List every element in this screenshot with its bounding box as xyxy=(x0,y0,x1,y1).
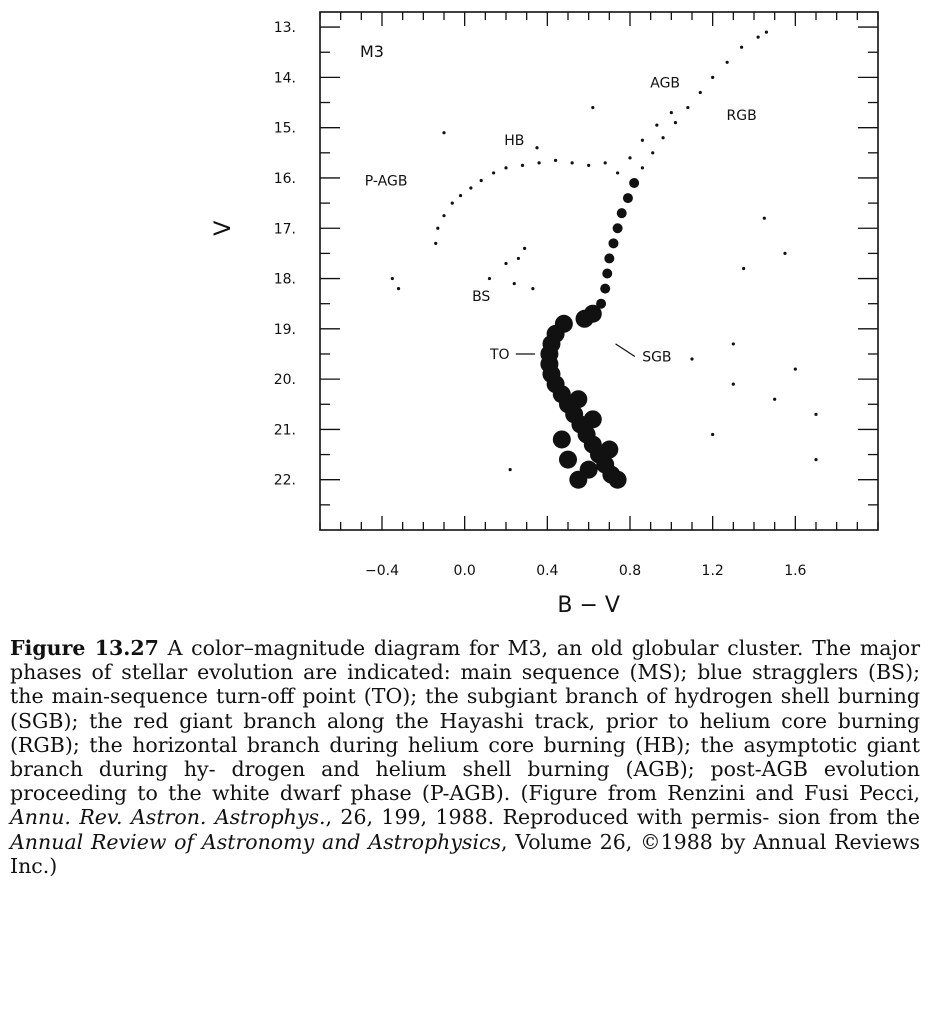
star-point xyxy=(608,238,618,248)
star-point xyxy=(623,193,633,203)
caption-copyright: ©1988 by Annual Reviews Inc.) xyxy=(10,829,920,878)
star-point xyxy=(609,471,627,489)
star-point xyxy=(763,217,766,220)
star-point xyxy=(513,282,516,285)
star-point xyxy=(814,458,817,461)
star-point xyxy=(794,367,797,370)
y-tick-label: 20. xyxy=(273,372,296,389)
caption-journal-name: Annual Review of Astronomy and Astrophysics xyxy=(10,829,501,854)
y-tick-label: 21. xyxy=(273,422,296,439)
phase-label-bs: BS xyxy=(472,289,491,306)
star-point xyxy=(617,208,627,218)
star-point xyxy=(661,136,664,139)
y-tick-label: 19. xyxy=(273,321,296,338)
star-point xyxy=(517,257,520,260)
star-point xyxy=(571,161,574,164)
y-tick-label: 16. xyxy=(273,170,296,187)
star-point xyxy=(553,430,571,448)
star-point xyxy=(690,357,693,360)
phase-label-sgb: SGB xyxy=(642,349,672,366)
star-point xyxy=(651,151,654,154)
y-tick-label: 18. xyxy=(273,271,296,288)
y-axis-title: V xyxy=(211,220,236,236)
star-point xyxy=(641,139,644,142)
star-point xyxy=(436,227,439,230)
y-tick-label: 22. xyxy=(273,472,296,489)
star-point xyxy=(488,277,491,280)
cluster-label: M3 xyxy=(360,42,384,61)
caption-line-3: blue stragglers (BS); the main-sequence turn-off point (TO); the subgiant xyxy=(10,660,920,709)
star-point xyxy=(757,36,760,39)
x-tick-label: 0.0 xyxy=(453,563,476,579)
star-point xyxy=(584,410,602,428)
caption-line-6: during helium core burning (HB); the asymptotic giant branch during hy- xyxy=(10,732,920,782)
star-point xyxy=(604,253,614,263)
star-point xyxy=(726,61,729,64)
star-point xyxy=(686,106,689,109)
star-point xyxy=(670,111,673,114)
star-point xyxy=(537,161,540,164)
star-point xyxy=(596,299,606,309)
caption-line-7: drogen and helium shell burning (AGB); post-AGB evolution proceeding xyxy=(10,757,920,806)
star-point xyxy=(442,214,445,217)
caption-line-2: The major phases of stellar evolution are indicated: main sequence (MS); xyxy=(10,636,920,685)
x-tick-label: 0.4 xyxy=(536,563,559,579)
phase-arrow-sgb xyxy=(616,344,635,357)
star-point xyxy=(391,277,394,280)
star-point xyxy=(459,194,462,197)
star-point xyxy=(523,247,526,250)
y-tick-label: 14. xyxy=(273,70,296,87)
star-point xyxy=(442,131,445,134)
caption-line-8: to the white dwarf phase (P-AGB). (Figure from Renzini and Fusi Pecci, xyxy=(137,781,920,806)
star-point xyxy=(765,31,768,34)
star-point xyxy=(504,166,507,169)
star-point xyxy=(397,287,400,290)
figure-caption xyxy=(10,636,920,878)
caption-citation: , 26, 199, 1988. Reproduced with permis- xyxy=(325,805,770,830)
star-point xyxy=(580,461,598,479)
axis-tick-labels xyxy=(274,20,807,579)
y-tick-label: 15. xyxy=(273,120,296,137)
caption-line-4: branch of hydrogen shell burning (SGB); the red giant branch along the xyxy=(10,684,920,733)
phase-label-rgb: RGB xyxy=(726,108,757,125)
star-point xyxy=(559,451,577,469)
star-point xyxy=(531,287,534,290)
star-point xyxy=(814,413,817,416)
y-tick-label: 13. xyxy=(273,20,296,37)
star-point xyxy=(434,242,437,245)
star-point xyxy=(613,223,623,233)
figure-label: Figure 13.27 xyxy=(10,636,159,660)
star-point xyxy=(451,202,454,205)
star-point xyxy=(629,178,639,188)
star-point xyxy=(554,159,557,162)
star-point xyxy=(740,46,743,49)
star-point xyxy=(535,146,538,149)
star-point xyxy=(674,121,677,124)
star-point xyxy=(628,156,631,159)
star-point xyxy=(509,468,512,471)
star-point xyxy=(521,164,524,167)
y-tick-label: 17. xyxy=(273,221,296,238)
caption-permission-pre: sion from the xyxy=(777,805,920,830)
x-tick-label: 1.6 xyxy=(784,563,807,579)
star-point xyxy=(600,284,610,294)
star-point xyxy=(469,186,472,189)
caption-permission-post: , Volume 26, xyxy=(501,829,633,854)
star-point xyxy=(711,76,714,79)
phase-label-hb: HB xyxy=(504,133,525,150)
star-point xyxy=(604,161,607,164)
x-tick-label: 0.8 xyxy=(618,563,642,579)
phase-label-p-agb: P-AGB xyxy=(364,173,408,190)
star-point xyxy=(742,267,745,270)
star-point xyxy=(616,171,619,174)
star-point xyxy=(732,342,735,345)
star-point xyxy=(504,262,507,265)
star-point xyxy=(783,252,786,255)
star-point xyxy=(655,124,658,127)
star-point xyxy=(600,441,618,459)
caption-line-1: A color–magnitude diagram for M3, an old globular cluster. xyxy=(158,636,804,660)
star-point xyxy=(699,91,702,94)
star-point xyxy=(711,433,714,436)
star-point xyxy=(480,179,483,182)
star-point xyxy=(492,171,495,174)
caption-line-5: Hayashi track, prior to helium core burning (RGB); the horizontal branch xyxy=(10,708,920,757)
star-point xyxy=(773,398,776,401)
star-point xyxy=(569,390,587,408)
x-tick-label: −0.4 xyxy=(365,563,399,579)
star-point xyxy=(732,383,735,386)
caption-journal-abbrev: Annu. Rev. Astron. Astrophys. xyxy=(10,805,326,830)
phase-label-to: TO xyxy=(490,346,510,363)
x-tick-label: 1.2 xyxy=(701,563,724,579)
star-points xyxy=(391,31,818,489)
star-point xyxy=(587,164,590,167)
star-point xyxy=(591,106,594,109)
star-point xyxy=(602,269,612,279)
star-point xyxy=(641,166,644,169)
phase-label-agb: AGB xyxy=(650,75,681,92)
x-axis-title: B − V xyxy=(557,593,620,618)
